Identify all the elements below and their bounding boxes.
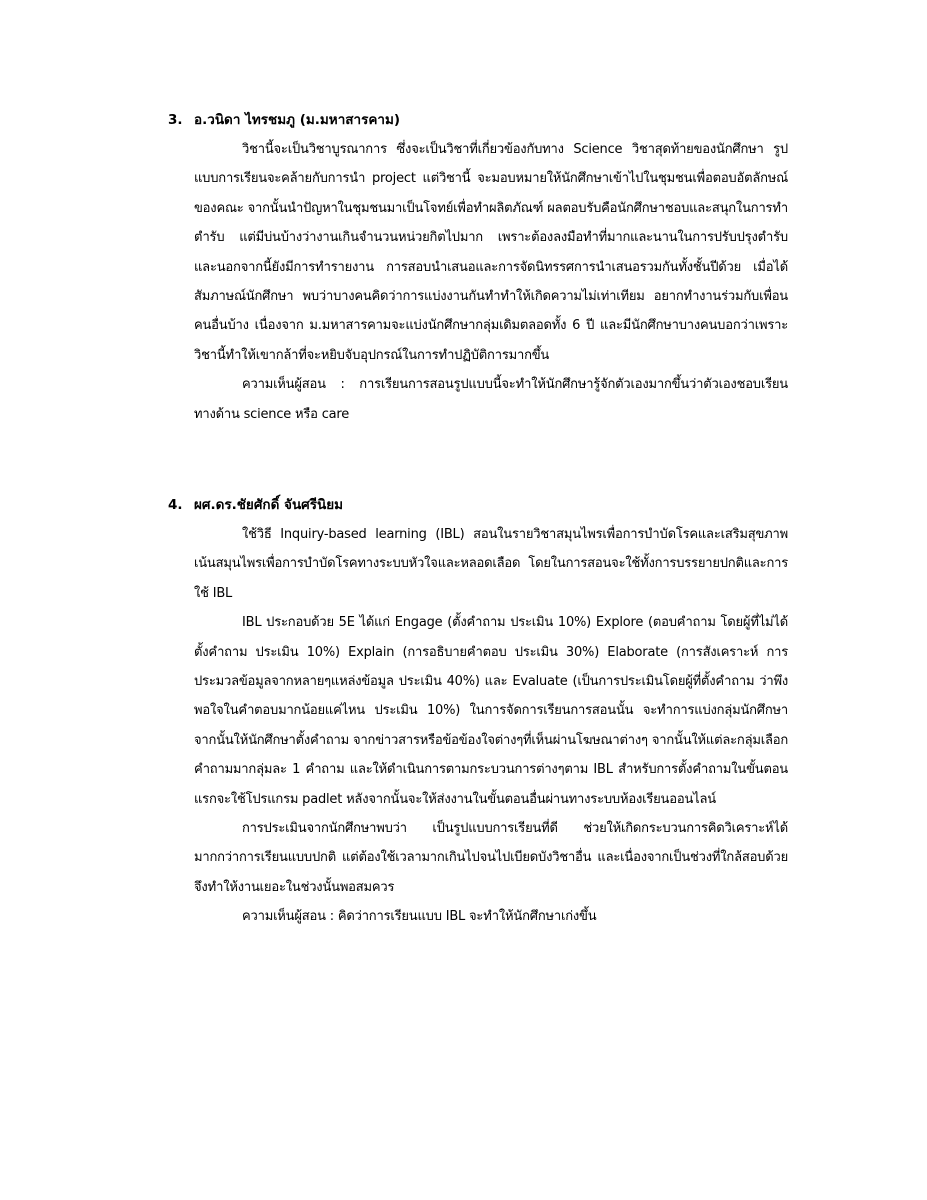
paragraph: การประเมินจากนักศึกษาพบว่า เป็นรูปแบบการเรียนที่ดี ช่วยให้เกิดกระบวนการคิดวิเคราะห์ได้มากกว่าการเรียนแบบปกติ แต่ต้องใช้เวลามากเกินไปจนไปเบียดบังวิชาอื่น และเนื่องจากเป็นช่วงที่ใกล้สอบด้วย จึงทำให้งานเยอะในช่วงนั้นพอสมควร bbox=[194, 821, 788, 895]
section-number: 3. bbox=[168, 112, 183, 128]
section-3 bbox=[168, 106, 788, 429]
paragraph: วิชานี้จะเป็นวิชาบูรณาการ ซึ่งจะเป็นวิชาที่เกี่ยวข้องกับทาง Science วิชาสุดท้ายของนักศึกษา รูปแบบการเรียนจะคล้ายกับการนำ project แต่วิชานี้ จะมอบหมายให้นักศึกษาเข้าไปในชุมชนเพื่อตอบอัตลักษณ์ของคณะ จากนั้นนำปัญหาในชุมชนมาเป็นโจทย์เพื่อทำผลิตภัณฑ์ ผลตอบรับคือนักศึกษาชอบและสนุกในการทำตำรับ แต่มีบ่นบ้างว่างานเกินจำนวนหน่วยกิตไปมาก เพราะต้องลงมือทำที่มากและนานในการปรับปรุงตำรับ และนอกจากนี้ยังมีการทำรายงาน การสอบนำเสนอและการจัดนิทรรศการนำเสนอรวมกันทั้งชั้นปีด้วย เมื่อได้สัมภาษณ์นักศึกษา พบว่าบางคนคิดว่าการแบ่งงานกันทำทำให้เกิดความไม่เท่าเทียม อยากทำงานร่วมกับเพื่อนคนอื่นบ้าง เนื่องจาก ม.มหาสารคามจะแบ่งนักศึกษากลุ่มเดิมตลอดทั้ง 6 ปี และมีนักศึกษาบางคนบอกว่าเพราะวิชานี้ทำให้เขากล้าที่จะหยิบจับอุปกรณ์ในการทำปฏิบัติการมากขึ้น bbox=[194, 142, 788, 363]
section-heading bbox=[168, 106, 788, 135]
instructor-opinion: ความเห็นผู้สอน : การเรียนการสอนรูปแบบนี้จะทำให้นักศึกษารู้จักตัวเองมากขึ้นว่าตัวเองชอบเรียนทางด้าน science หรือ care bbox=[194, 377, 788, 422]
paragraph: IBL ประกอบด้วย 5E ได้แก่ Engage (ตั้งคำถาม ประเมิน 10%) Explore (ตอบคำถาม โดยผู้ที่ไม่ได้ตั้งคำถาม ประเมิน 10%) Explain (การอธิบายคำตอบ ประเมิน 30%) Elaborate (การสังเคราะห์ การประมวลข้อมูลจากหลายๆแหล่งข้อมูล ประเมิน 40%) และ Evaluate (เป็นการประเมินโดยผู้ที่ตั้งคำถาม ว่าพึงพอใจในคำตอบมากน้อยแค่ไหน ประเมิน 10%) ในการจัดการเรียนการสอนนั้น จะทำการแบ่งกลุ่มนักศึกษา จากนั้นให้นักศึกษาตั้งคำถาม จากข่าวสารหรือข้อข้องใจต่างๆที่เห็นผ่านโฆษณาต่างๆ จากนั้นให้แต่ละกลุ่มเลือกคำถามมากลุ่มละ 1 คำถาม และให้ดำเนินการตามกระบวนการต่างๆตาม IBL สำหรับการตั้งคำถามในขั้นตอนแรกจะใช้โปรแกรม padlet หลังจากนั้นจะให้ส่งงานในขั้นตอนอื่นผ่านทางระบบห้องเรียนออนไลน์ bbox=[194, 615, 788, 807]
paragraph: ใช้วิธี Inquiry-based learning (IBL) สอนในรายวิชาสมุนไพรเพื่อการบำบัดโรคและเสริมสุขภาพ เน้นสมุนไพรเพื่อการบำบัดโรคทางระบบหัวใจและหลอดเลือด โดยในการสอนจะใช้ทั้งการบรรยายปกติและการใช้ IBL bbox=[194, 527, 788, 601]
instructor-opinion: ความเห็นผู้สอน : คิดว่าการเรียนแบบ IBL จะทำให้นักศึกษาเก่งขึ้น bbox=[242, 909, 597, 925]
section-title: ผศ.ดร.ชัยศักดิ์ จันศรีนิยม bbox=[194, 497, 344, 513]
section-4 bbox=[168, 491, 788, 932]
section-body bbox=[194, 520, 788, 932]
section-body bbox=[194, 135, 788, 429]
section-heading bbox=[168, 491, 788, 520]
section-number: 4. bbox=[168, 497, 183, 513]
section-title: อ.วนิดา ไทรชมภู (ม.มหาสารคาม) bbox=[194, 112, 401, 128]
